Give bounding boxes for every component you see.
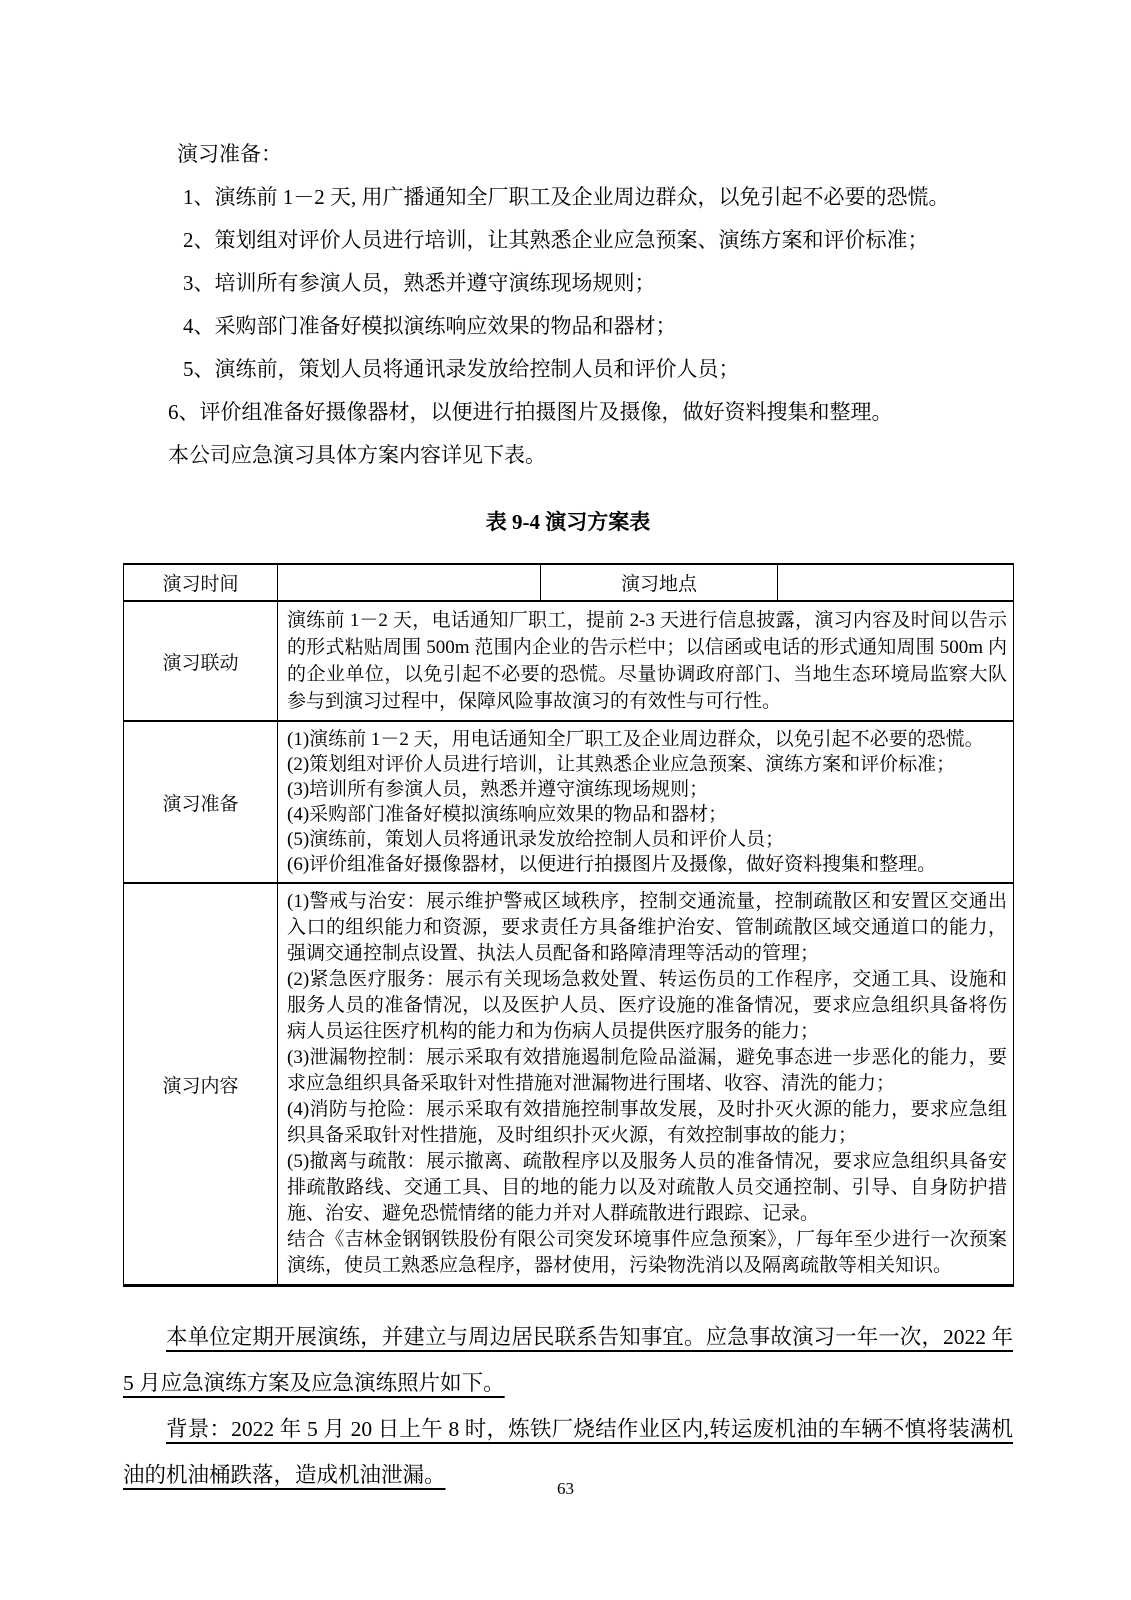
header-cell-drill-time-value	[278, 564, 541, 601]
row-content-contents	[278, 883, 1014, 1286]
table-cell-paragraph: (3)泄漏物控制：展示采取有效措施遏制危险品溢漏，避免事态进一步恶化的能力，要求应急组织具备采取针对性措施对泄漏物进行围堵、收容、清洗的能力；	[287, 1047, 1007, 1094]
table-header-row	[124, 564, 1014, 601]
table-cell-paragraph: (2)紧急医疗服务：展示有关现场急救处置、转运伤员的工作程序，交通工具、设施和服务人员的准备情况，以及医护人员、医疗设施的准备情况，要求应急组织具备将伤病人员运往医疗机构的能力和为伤病人员提供医疗服务的能力；	[287, 969, 1007, 1042]
table-cell-paragraph: (5)演练前，策划人员将通讯录发放给控制人员和评价人员；	[287, 829, 785, 850]
page-number: 63	[557, 1479, 574, 1498]
header-cell-drill-time: 演习时间	[124, 564, 278, 601]
intro-item-6: 6、评价组准备好摄像器材，以便进行拍摄图片及摄像，做好资料搜集和整理。	[168, 400, 893, 424]
table-cell-paragraph: 演练前 1－2 天，电话通知厂职工，提前 2-3 天进行信息披露，演习内容及时间以告示的形式粘贴周围 500m 范围内企业的告示栏中；以信函或电话的形式通知周围 500m 内的企业单位，以免引起不必要的恐慌。尽量协调政府部门、当地生态环境局监察大队参与到演习过程中，保障风险事故演习的有效性与可行性。	[287, 610, 1007, 712]
intro-closing: 本公司应急演习具体方案内容详见下表。	[168, 443, 546, 467]
table-cell-paragraph: (5)撤离与疏散：展示撤离、疏散程序以及服务人员的准备情况，要求应急组织具备安排疏散路线、交通工具、目的地的能力以及对疏散人员交通控制、引导、自身防护措施、治安、避免恐慌情绪的能力并对人群疏散进行跟踪、记录。	[287, 1151, 1007, 1224]
header-cell-drill-place-value	[778, 564, 1014, 601]
closing-paragraph-drill-schedule: 本单位定期开展演练，并建立与周边居民联系告知事宜。应急事故演习一年一次，2022 年 5 月应急演练方案及应急演练照片如下。	[123, 1325, 1013, 1395]
table-cell-paragraph: (1)警戒与治安：展示维护警戒区域秩序，控制交通流量，控制疏散区和安置区交通出入口的组织能力和资源，要求责任方具备维护治安、管制疏散区域交通道口的能力，强调交通控制点设置、执法人员配备和路障清理等活动的管理；	[287, 891, 1007, 964]
row-label-contents: 演习内容	[124, 883, 278, 1286]
intro-item-5: 5、演练前，策划人员将通讯录发放给控制人员和评价人员；	[183, 357, 740, 381]
closing-paragraph-background: 背景：2022 年 5 月 20 日上午 8 时，炼铁厂烧结作业区内,转运废机油的车辆不慎将装满机油的机油桶跌落，造成机油泄漏。	[123, 1417, 1013, 1487]
intro-item-3: 3、培训所有参演人员，熟悉并遵守演练现场规则；	[183, 271, 656, 295]
table-cell-paragraph: (3)培训所有参演人员，熟悉并遵守演练现场规则；	[287, 779, 709, 800]
table-row-preparation	[124, 721, 1014, 883]
row-label-linkage: 演习联动	[124, 601, 278, 721]
table-cell-paragraph: (1)演练前 1－2 天，用电话通知全厂职工及企业周边群众，以免引起不必要的恐慌。	[287, 729, 984, 750]
intro-item-2: 2、策划组对评价人员进行培训，让其熟悉企业应急预案、演练方案和评价标准；	[183, 228, 929, 252]
table-cell-paragraph: (4)消防与抢险：展示采取有效措施控制事故发展，及时扑灭火源的能力，要求应急组织具备采取针对性措施，及时组织扑灭火源，有效控制事故的能力；	[287, 1099, 1007, 1146]
row-content-linkage	[278, 601, 1014, 721]
table-cell-paragraph: (2)策划组对评价人员进行培训，让其熟悉企业应急预案、演练方案和评价标准；	[287, 754, 956, 775]
table-cell-paragraph: (4)采购部门准备好模拟演练响应效果的物品和器材；	[287, 804, 728, 825]
table-row-contents	[124, 883, 1014, 1286]
intro-heading: 演习准备：	[177, 142, 282, 166]
table-row-linkage	[124, 601, 1014, 721]
table-cell-paragraph: (6)评价组准备好摄像器材，以便进行拍摄图片及摄像，做好资料搜集和整理。	[287, 854, 937, 875]
row-content-preparation	[278, 721, 1014, 883]
table-cell-paragraph: 结合《吉林金钢钢铁股份有限公司突发环境事件应急预案》，厂每年至少进行一次预案演练，使员工熟悉应急程序，器材使用，污染物洗消以及隔离疏散等相关知识。	[287, 1229, 1007, 1276]
intro-item-1: 1、演练前 1－2 天, 用广播通知全厂职工及企业周边群众，以免引起不必要的恐慌。	[183, 185, 950, 209]
header-cell-drill-place: 演习地点	[541, 564, 778, 601]
row-label-preparation: 演习准备	[124, 721, 278, 883]
drill-plan-table	[123, 563, 1014, 1287]
table-title: 表 9-4 演习方案表	[485, 510, 651, 534]
document-content	[123, 133, 1013, 1498]
intro-item-4: 4、采购部门准备好模拟演练响应效果的物品和器材；	[183, 314, 677, 338]
intro-section	[123, 133, 1013, 477]
